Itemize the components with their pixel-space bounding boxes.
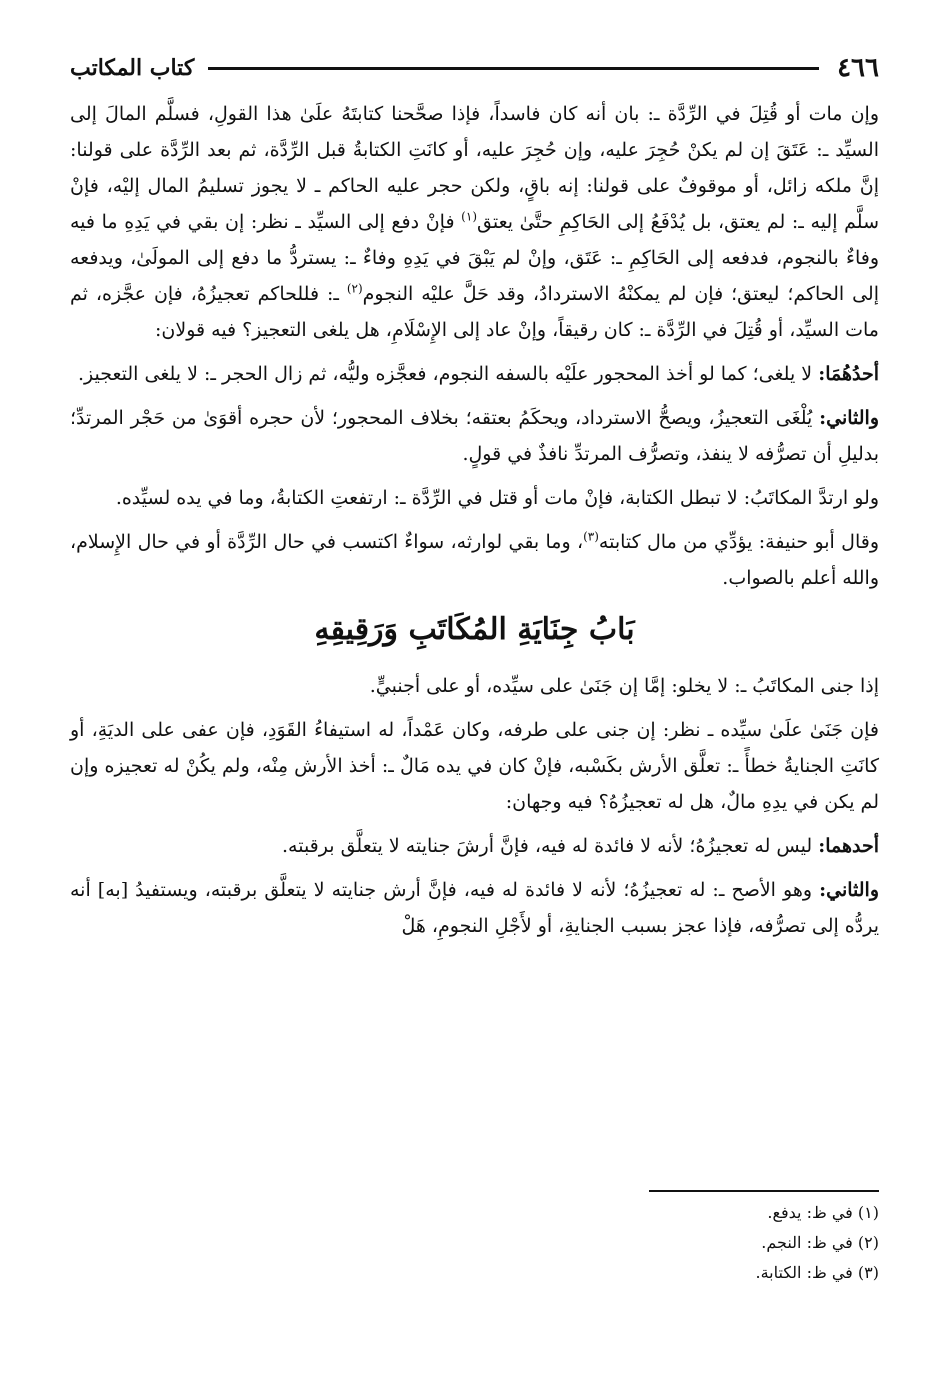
paragraph-text: وهو الأصح ـ: له تعجيزُهُ؛ لأنه لا فائدة له فيه، فإنَّ أرش جنايته لا يتعلَّق برقبته، ويستفيدُ [به] أنه يردُّه إلى تصرُّفه، فإذا عجز بسبب الجنايةِ، أو لأَجْلِ النجومِ، هَلْ bbox=[70, 879, 879, 937]
chapter-title: بَابُ جِنَايَةِ المُكَاتَبِ وَرَقِيقِهِ bbox=[314, 612, 635, 647]
paragraph bbox=[70, 96, 879, 348]
book-title: كتاب المكاتب bbox=[70, 55, 195, 81]
paragraph bbox=[70, 400, 879, 472]
paragraph bbox=[70, 712, 879, 820]
page-number: ٤٦٦ bbox=[837, 53, 879, 83]
footnote: (٢) في ظ: النجم. bbox=[761, 1233, 879, 1252]
footnote: (١) في ظ: يدفع. bbox=[767, 1203, 879, 1222]
paragraph-text: ليس له تعجيزُهُ؛ لأنه لا فائدة له فيه، فإنَّ أرشَ جنايته لا يتعلَّق برقبته. bbox=[281, 835, 819, 857]
paragraph-text: يُلْغَى التعجيزُ، ويصحُّ الاسترداد، ويحكَمُ بعتقه؛ بخلاف المحجور؛ لأن حجره أقوَىٰ من حَجْر المرتدِّ؛ بدليلِ أن تصرُّفه لا ينفذ، وتصرُّف المرتدِّ نافذٌ في قولٍ. bbox=[70, 407, 879, 465]
paragraph-text: وإن مات أو قُتِلَ في الرِّدَّة ـ: بان أنه كان فاسداً، فإذا صحَّحنا كتابتَهُ علَىٰ هذا القولِ، فسلَّم المالَ إلى السيِّد ـ: عَتَقَ إن لم يكنْ حُجِرَ عليه، وإن حُجِرَ عليه، أو كانَتِ الكتابةُ قبل الرِّدَّة، ثم بعد الرِّدَّة على قولنا: إنَّ ملكه زائل، أو موقوفٌ على قولنا: إنه باقٍ، ولكن حجر عليه الحاكم ـ لا يجوز تسليمُ المال إليْه، فإنْ سلَّم إليه ـ: لم يعتق، بل يُدْفَعُ إلى الحَاكِمِ حتَّىٰ يعتق bbox=[70, 103, 879, 233]
paragraph-text: لا يلغى؛ كما لو أخذ المحجور علَيْه بالسفه النجوم، فعجَّزه وليُّه، ثم زال الحجر ـ: لا يلغى التعجيز. bbox=[77, 363, 819, 385]
paragraph-text: ، وما بقي لوارثه، سواءٌ اكتسب في حال الرِّدَّة أو في حال الإِسلام، والله أعلم بالصواب. bbox=[70, 531, 879, 589]
paragraph bbox=[70, 668, 879, 704]
paragraph-text: وقال أبو حنيفة: يؤدِّي من مال كتابته bbox=[598, 531, 879, 553]
footnote-ref: (٢) bbox=[346, 281, 363, 296]
paragraph bbox=[70, 524, 879, 596]
paragraph-text: ـ: فللحاكم تعجيزُهُ، فإن عجَّزه، ثم مات السيِّد، أو قُتِلَ في الرِّدَّة ـ: كان رقيقاً، وإنْ عاد إلى الإِسْلَامِ، هل يلغى التعجيز؟ فيه قولان: bbox=[70, 283, 879, 341]
paragraph-text: فإنْ دفع إلى السيِّد ـ نظر: إن بقي في يَدِهِ ما فيه وفاءٌ بالنجوم، فدفعه إلى الحَاكِمِ ـ: عَتَق، وإنْ لم يَبْقَ في يَدِهِ وفاءٌ ـ: يستردُّ ما دفع إلى المولَىٰ، ويدفعه إلى الحاكم؛ ليعتق؛ فإن لم يمكنْهُ الاستردادُ، وقد حَلَّ عليْه النجوم bbox=[70, 211, 879, 305]
footnotes bbox=[69, 1190, 879, 1288]
paragraph-text: ولو ارتدَّ المكاتَبُ: لا تبطل الكتابة، فإنْ مات أو قتل في الرِّدَّة ـ: ارتفعتِ الكتابةُ، وما في يده لسيِّده. bbox=[115, 487, 879, 509]
footnote: (٣) في ظ: الكتابة. bbox=[755, 1263, 879, 1282]
paragraph bbox=[70, 480, 879, 516]
footnote-rule bbox=[649, 1190, 879, 1192]
paragraph-label: أحدهما: bbox=[818, 835, 879, 857]
page-body bbox=[70, 96, 879, 944]
header-rule bbox=[208, 67, 819, 70]
paragraph-label: أحدُهُمَا: bbox=[818, 363, 879, 385]
footnote-ref: (١) bbox=[461, 209, 477, 224]
paragraph-label: والثاني: bbox=[819, 879, 879, 901]
paragraph bbox=[70, 356, 879, 392]
paragraph bbox=[70, 828, 879, 864]
paragraph-text: فإن جَنَىٰ علَىٰ سيِّده ـ نظر: إن جنى على طرفه، وكان عَمْداً، له استيفاءُ القَوَدِ، فإن عفى على الديَةِ، أو كانَتِ الجنايةُ خطأً ـ: تعلَّق الأرش بكَسْبه، فإنْ كان في يده مَالٌ ـ: أخذ الأرش مِنْه، ولم يكُنْ له تعجيزه وإن لم يكن في يدِهِ مالٌ، هل له تعجيزُهُ؟ فيه وجهان: bbox=[70, 719, 879, 813]
paragraph-text: إذا جنى المكاتَبُ ـ: لا يخلو: إمَّا إن جَنَىٰ على سيِّده، أو على أجنبيٍّ. bbox=[369, 675, 879, 697]
running-header bbox=[70, 48, 879, 88]
paragraph-label: والثاني: bbox=[819, 407, 879, 429]
paragraph bbox=[70, 872, 879, 944]
footnote-ref: (٣) bbox=[583, 529, 599, 544]
